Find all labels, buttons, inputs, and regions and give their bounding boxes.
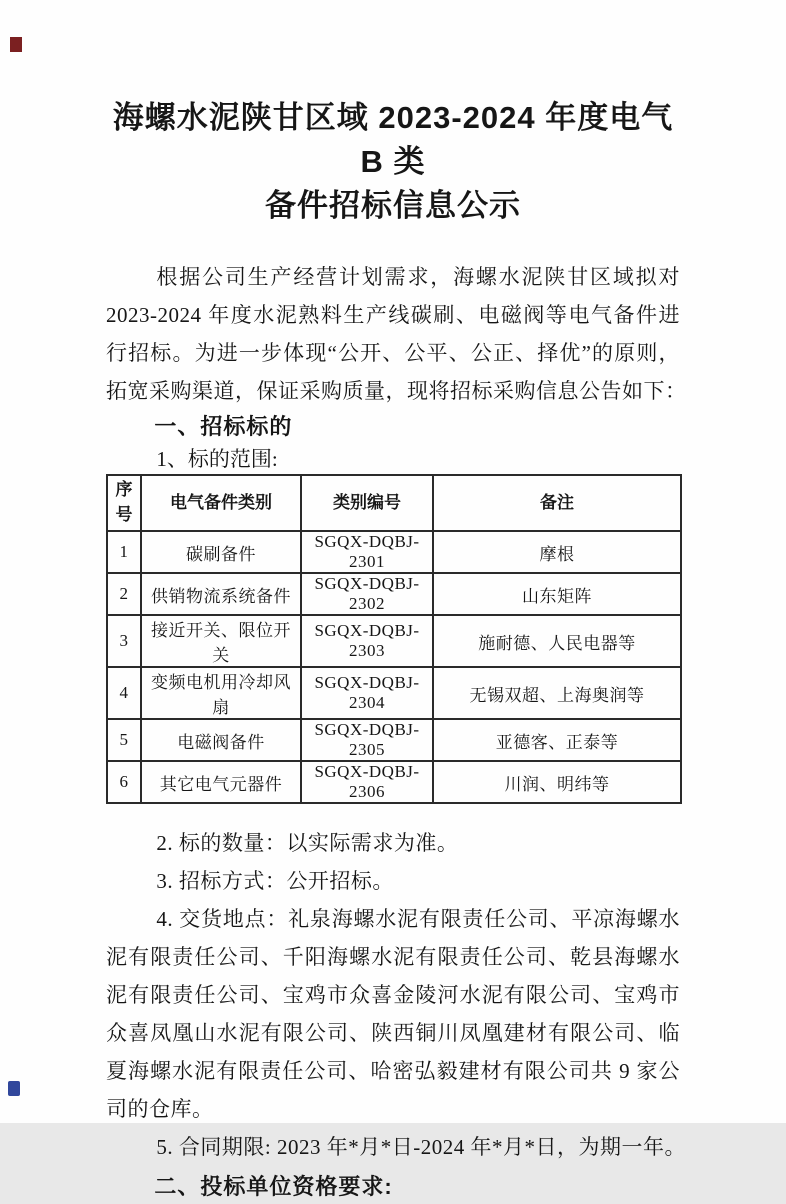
cell-category: 供销物流系统备件 (141, 573, 301, 615)
table-row (107, 719, 681, 761)
cell-note: 川润、明纬等 (433, 761, 681, 803)
clause-quantity: 2. 标的数量：以实际需求为准。 (156, 831, 459, 855)
intro-paragraph (106, 258, 687, 410)
clause-delivery-line: 泥有限责任公司、千阳海螺水泥有限责任公司、乾县海螺水 (106, 945, 680, 969)
clause-delivery-line: 司的仓库。 (106, 1097, 214, 1121)
clause-method: 3. 招标方式：公开招标。 (156, 869, 394, 893)
table-row (107, 573, 681, 615)
cell-seq: 2 (107, 573, 141, 615)
table-row (107, 667, 681, 719)
cell-note: 施耐德、人民电器等 (433, 615, 681, 667)
table-row (107, 615, 681, 667)
section-2-heading: 二、投标单位资格要求: (154, 1174, 393, 1199)
scope-label: 1、标的范围: (156, 447, 278, 471)
cell-code: SGQX-DQBJ-2305 (301, 719, 433, 761)
cell-code: SGQX-DQBJ-2306 (301, 761, 433, 803)
intro-line: 行招标。为进一步体现“公开、公平、公正、择优”的原则， (106, 341, 680, 365)
cell-seq: 5 (107, 719, 141, 761)
col-header-category: 电气备件类别 (141, 475, 301, 531)
clause-delivery-line: 4. 交货地点：礼泉海螺水泥有限责任公司、平凉海螺水 (156, 907, 680, 931)
clause-delivery-line: 泥有限责任公司、宝鸡市众喜金陵河水泥有限公司、宝鸡市 (106, 983, 680, 1007)
cell-category: 接近开关、限位开关 (141, 615, 301, 667)
cell-category: 碳刷备件 (141, 531, 301, 573)
col-header-code: 类别编号 (301, 475, 433, 531)
intro-line: 根据公司生产经营计划需求，海螺水泥陕甘区域拟对 (156, 265, 680, 289)
table-row (107, 761, 681, 803)
cell-category: 变频电机用冷却风扇 (141, 667, 301, 719)
clauses (106, 824, 686, 1166)
cell-seq: 3 (107, 615, 141, 667)
cell-seq: 4 (107, 667, 141, 719)
col-header-seq: 序号 (107, 475, 141, 531)
cell-note: 无锡双超、上海奥润等 (433, 667, 681, 719)
cell-note: 山东矩阵 (433, 573, 681, 615)
cell-category: 电磁阀备件 (141, 719, 301, 761)
cell-code: SGQX-DQBJ-2303 (301, 615, 433, 667)
cell-code: SGQX-DQBJ-2302 (301, 573, 433, 615)
cell-note: 摩根 (433, 531, 681, 573)
clause-delivery-line: 众喜凤凰山水泥有限公司、陕西铜川凤凰建材有限公司、临 (106, 1021, 680, 1045)
bid-items-table (106, 474, 682, 804)
title-line-2: 备件招标信息公示 (265, 188, 521, 223)
scan-artifact-bottom-left (8, 1081, 20, 1096)
table-row (107, 531, 681, 573)
section-1-heading: 一、招标标的 (154, 414, 293, 439)
intro-line: 拓宽采购渠道，保证采购质量，现将招标采购信息公告如下： (106, 379, 687, 403)
cell-note: 亚德客、正泰等 (433, 719, 681, 761)
title-line-1: 海螺水泥陕甘区域 2023-2024 年度电气 B 类 (112, 100, 674, 179)
cell-code: SGQX-DQBJ-2301 (301, 531, 433, 573)
cell-seq: 6 (107, 761, 141, 803)
cell-code: SGQX-DQBJ-2304 (301, 667, 433, 719)
clause-contract-term: 5. 合同期限: 2023 年*月*日-2024 年*月*日，为期一年。 (156, 1135, 686, 1159)
document-content (106, 96, 687, 1204)
col-header-note: 备注 (433, 475, 681, 531)
clause-delivery-line: 夏海螺水泥有限责任公司、哈密弘毅建材有限公司共 9 家公 (106, 1059, 680, 1083)
cell-seq: 1 (107, 531, 141, 573)
table-header-row (107, 475, 681, 531)
page-title (106, 96, 680, 228)
scan-artifact-top-left (10, 37, 22, 52)
intro-line: 2023-2024 年度水泥熟料生产线碳刷、电磁阀等电气备件进 (106, 303, 680, 327)
cell-category: 其它电气元器件 (141, 761, 301, 803)
